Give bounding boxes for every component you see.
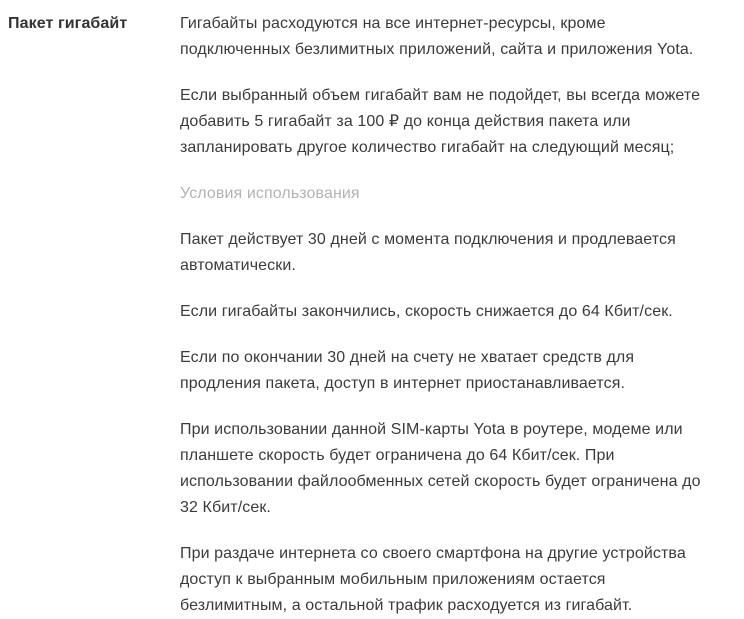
description-paragraph: При использовании данной SIM-карты Yota в роутере, модеме или планшете скорость будет ограничена до 64 Кбит/сек. При использовании файлообменных сетей скорость будет ограничена до 32 Кбит/сек. <box>180 421 701 516</box>
section-title: Пакет гигабайт <box>8 15 128 32</box>
section-label-column <box>8 11 180 37</box>
description-paragraph: Если выбранный объем гигабайт вам не подойдет, вы всегда можете добавить 5 гигабайт за 100 ₽ до конца действия пакета или запланировать другое количество гигабайт на следующий месяц; <box>180 87 701 156</box>
description-paragraph: Если по окончании 30 дней на счету не хватает средств для продления пакета, доступ в интернет приостанавливается. <box>180 349 635 392</box>
terms-subheading: Условия использования <box>180 185 360 202</box>
description-paragraph: Гигабайты расходуются на все интернет-ресурсы, кроме подключенных безлимитных приложений, сайта и приложения Yota. <box>180 15 694 58</box>
description-paragraph: Если гигабайты закончились, скорость снижается до 64 Кбит/сек. <box>180 303 673 320</box>
description-paragraph: Пакет действует 30 дней с момента подключения и продлевается автоматически. <box>180 231 676 274</box>
section-description-column <box>180 11 717 619</box>
description-paragraph: При раздаче интернета со своего смартфона на другие устройства доступ к выбранным мобильным приложениям остается безлимитным, а остальной трафик расходуется из гигабайт. <box>180 545 686 614</box>
